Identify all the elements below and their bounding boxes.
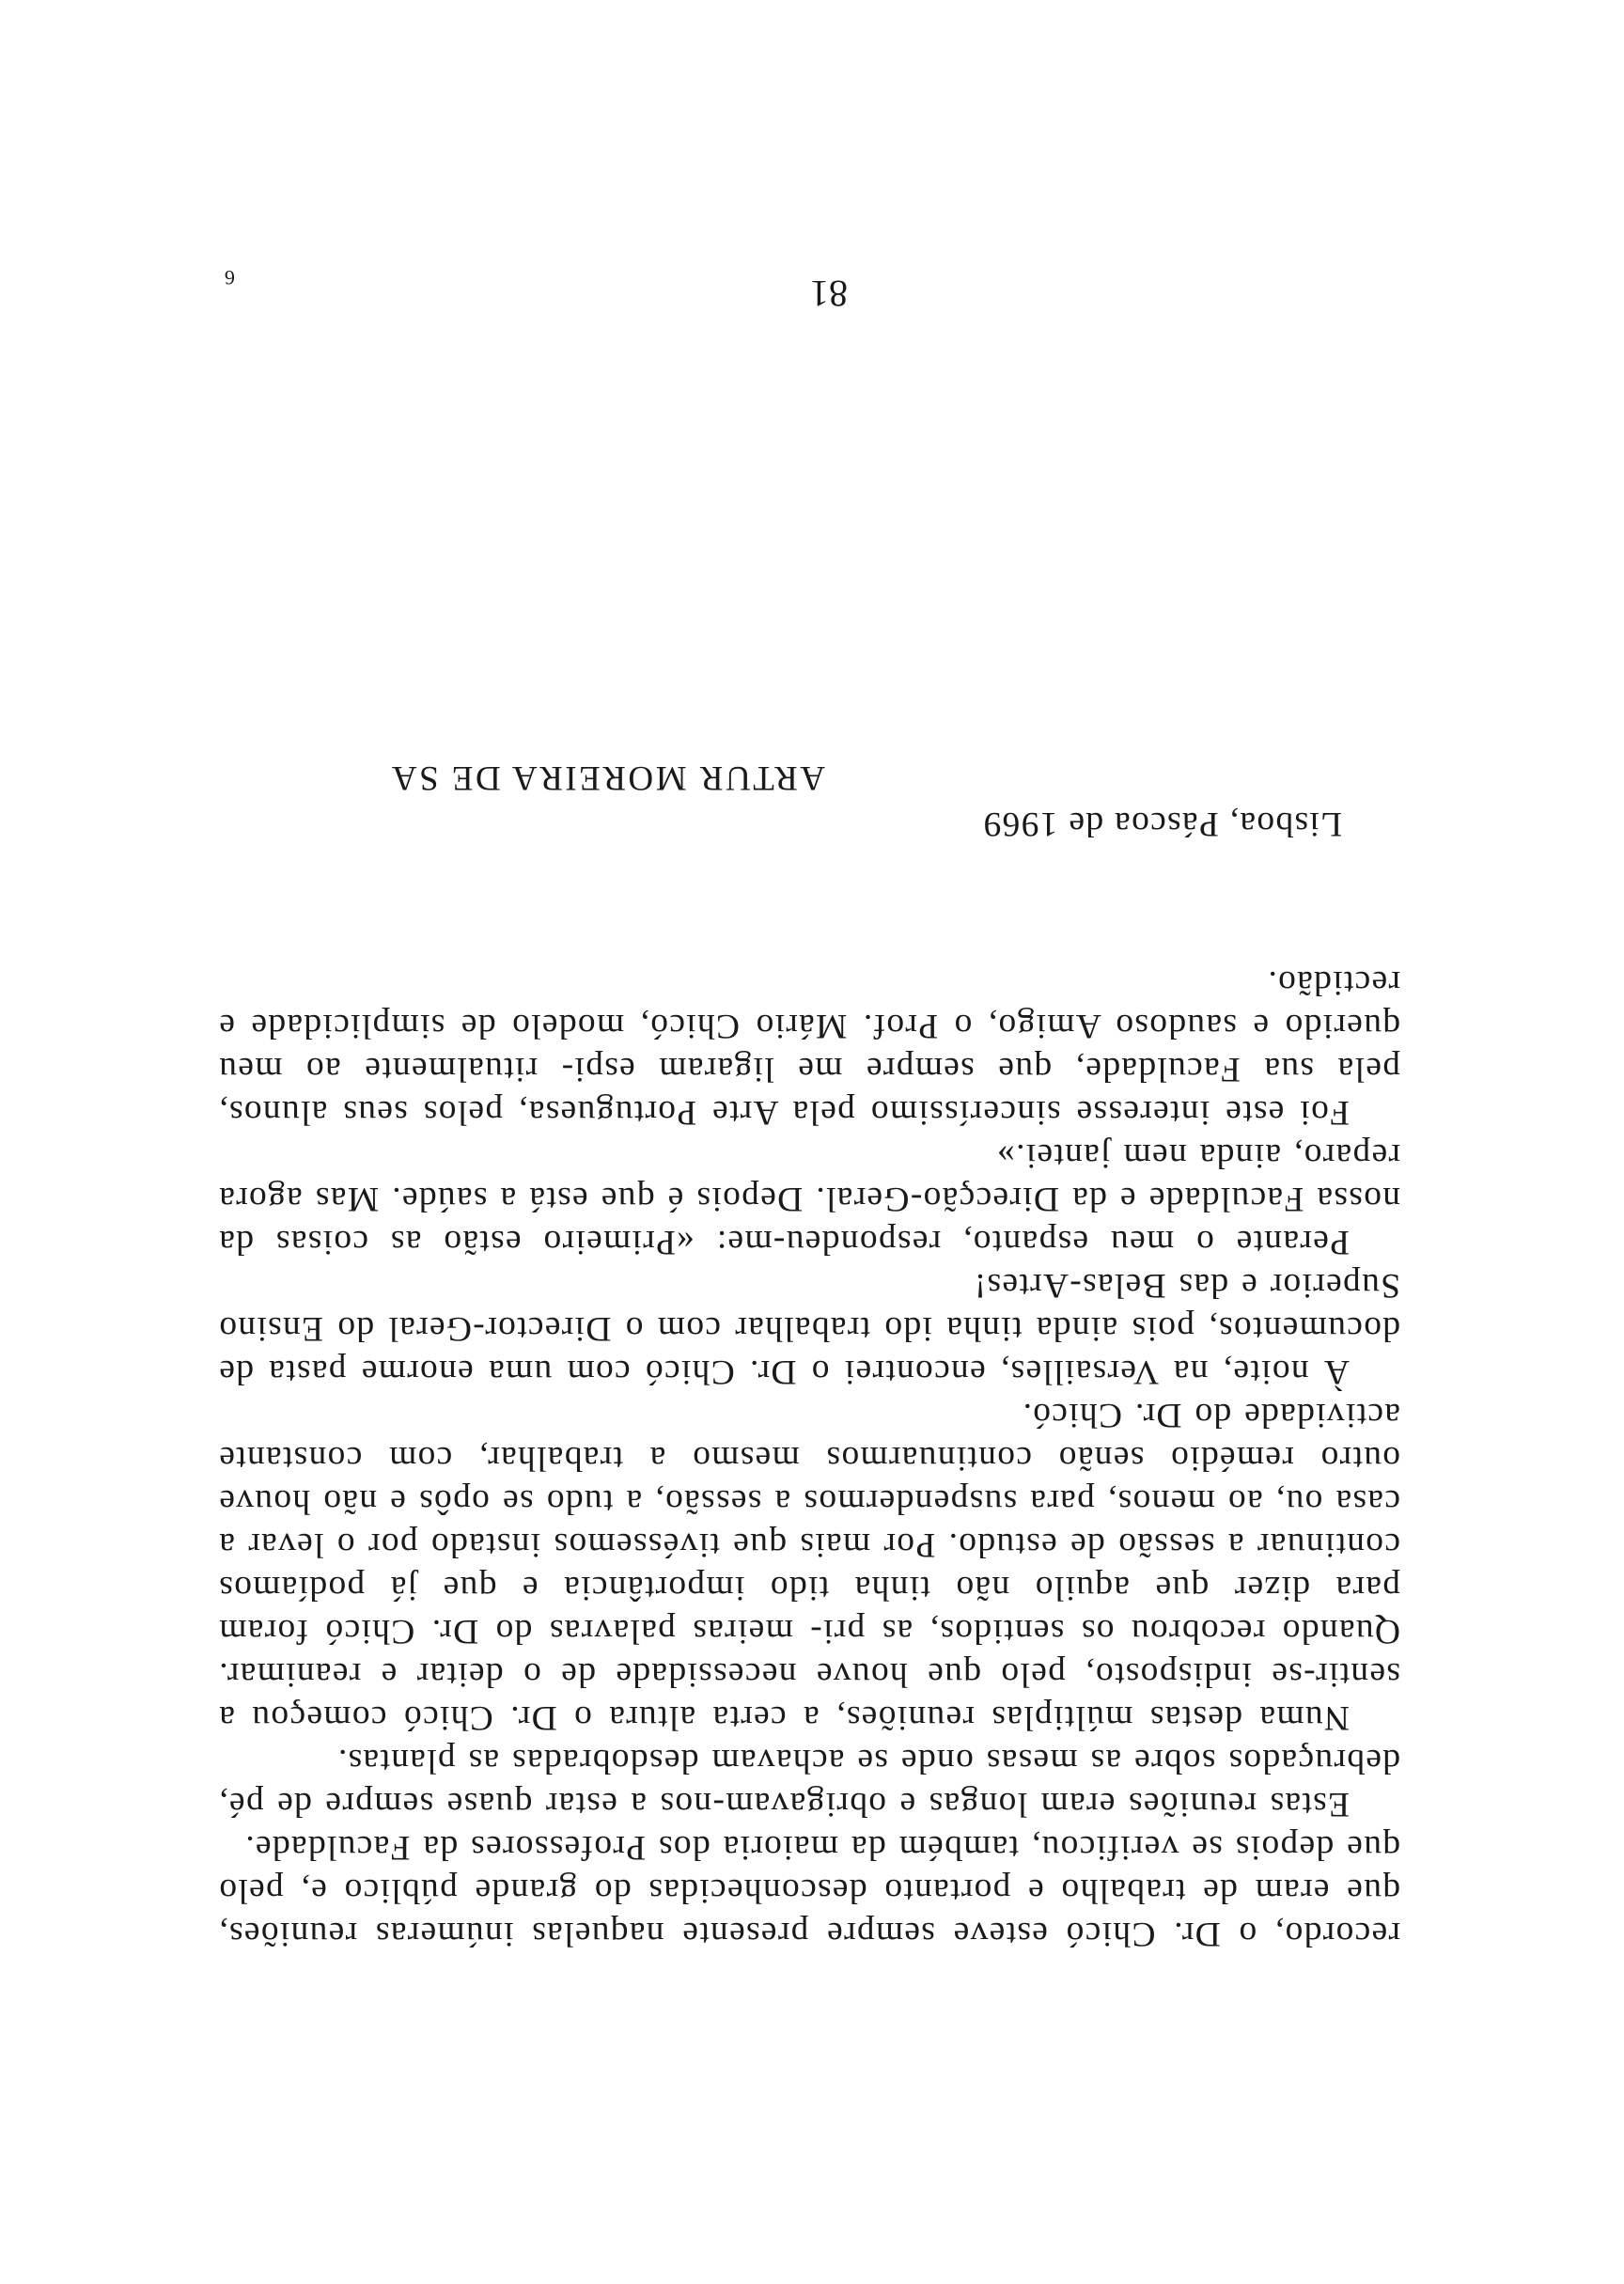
body-text [218,961,1400,1955]
text-line: está a saúde. Mas agora reparo, ainda nem jantei.» [218,1136,1400,1218]
text-line: coisas da nossa Faculdade e da Direcção-Geral. Depois é que [218,1180,1400,1261]
author-signature: ARTUR MOREIRA DE SA [389,759,825,797]
text-line: a trabalhar, com constante actividade do Dr. Chicó. [218,1396,1400,1478]
paragraph-3 [218,1393,1400,1739]
text-line: maioria dos Professores da Faculdade. [244,1828,839,1867]
text-line: Perante o meu espanto, respondeu-me: «Primeiro estão as [389,1223,1350,1261]
text-line: Numa destas múltiplas reuniões, a certa altura o Dr. Chicó [402,1698,1350,1737]
text-line: ritualmente ao meu querido e saudoso Amigo, o Prof. Mário [218,1007,1400,1088]
text-line: desdobradas as plantas. [336,1742,699,1780]
text-line: sempre de pé, debruçados sobre as mesas onde se achavam [218,1742,1400,1823]
text-line: Estas reuniões eram longas e obrigavam-nos a estar quase [445,1785,1350,1823]
paragraph-2 [218,1739,1400,1825]
text-line: de estudo. Por mais que tivéssemos instado por o levar a [218,1525,1105,1564]
page-number: 81 [810,273,848,315]
paragraph-5 [218,1134,1400,1263]
place-date: Lisboa, Páscoa de 1969 [982,805,1342,843]
text-line: meiras palavras do Dr. Chicó foram para dizer que aquilo não [218,1569,1400,1650]
text-line: recordo, o Dr. Chicó esteve sempre presente naquelas inúmeras [374,1915,1400,1953]
text-line: tinha tido importância e que já podíamos continuar a sessão [218,1525,1400,1607]
text-line: grande público e, pelo que depois se verificou, também da [218,1828,1400,1910]
text-line: começou a sentir-se indisposto, pelo que houve necessidade [217,1655,1400,1737]
text-line: opôs e não houve outro remédio senão continuarmos mesmo [218,1439,1400,1521]
paragraph-6 [218,961,1400,1134]
text-line: Chicó, modelo de simplicidade e rectidão. [218,963,1400,1045]
paragraph-4 [218,1263,1400,1393]
text-line: À noite, na Versailles, encontrei o Dr. Chicó com uma [487,1353,1350,1391]
text-line: reuniões, que eram de trabalho e portanto desconhecidas do [218,1871,1400,1953]
text-line: Foi este interesse sinceríssimo pela Arte Portuguesa, pelos [422,1093,1350,1132]
text-line: seus alunos, pela sua Faculdade, que sempre me ligaram espi- [218,1050,1400,1132]
text-line: casa ou, ao menos, para suspendermos a sessão, a tudo se [501,1482,1400,1521]
text-line: com o Director-Geral do Ensino Superior e das Belas-Artes! [218,1266,1400,1348]
paragraph-1 [218,1825,1400,1955]
signature-mark: 6 [225,266,235,289]
text-line: de o deitar e reanimar. Quando recobrou os sentidos, as pri- [218,1612,1400,1694]
text-line: enorme pasta de documentos, pois ainda tinha ido trabalhar [218,1309,1400,1391]
